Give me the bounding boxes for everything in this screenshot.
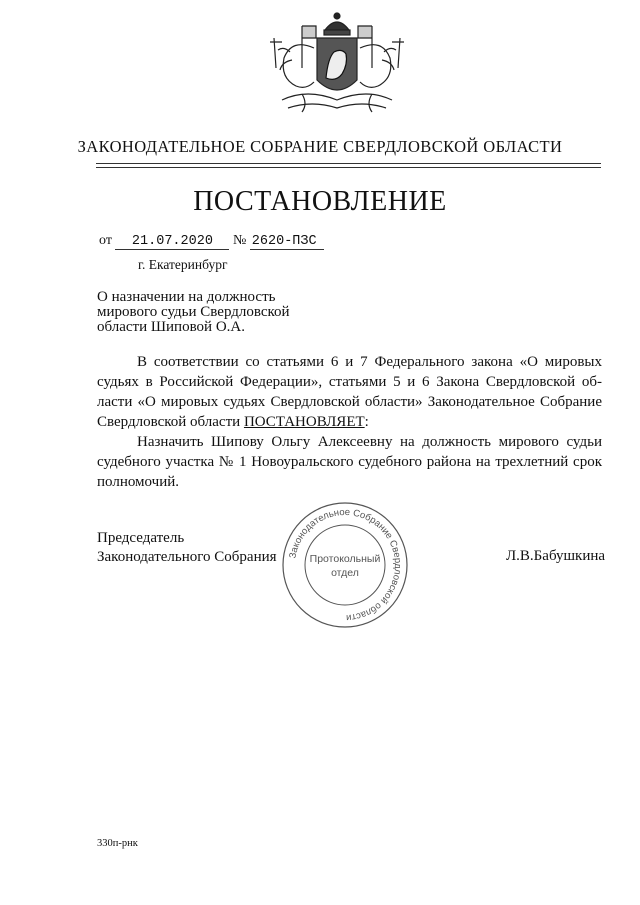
paragraph-line: ласти «О мировых судьях Свердловской области» Законодательное Собрание	[97, 394, 602, 410]
stamp-inner-line: Протокольный	[309, 553, 381, 565]
official-stamp	[280, 500, 410, 630]
stamp-ring-text: Законодательное Собрание Свердловской области	[287, 506, 404, 624]
document-subject	[97, 290, 290, 335]
paragraph-line-final	[97, 412, 602, 432]
subject-line: мирового судьи Свердловской	[97, 304, 290, 320]
paragraph-line: судьях в Российской Федерации», статьями 5 и 6 Закона Свердловской об-	[97, 374, 602, 390]
number-prefix: №	[232, 233, 247, 248]
decree-punct: :	[364, 414, 369, 430]
coat-of-arms-emblem	[262, 8, 412, 120]
signatory-name: Л.В.Бабушкина	[506, 548, 606, 564]
paragraph-line: Назначить Шипову Ольгу Алексеевну на должность мирового судьи	[137, 434, 602, 450]
subject-line: области Шиповой О.А.	[97, 319, 246, 335]
paragraph-line: полномочий.	[97, 474, 180, 490]
header-divider-thin	[96, 163, 601, 164]
document-number: 2620-ПЗС	[250, 234, 324, 250]
date-prefix: от	[99, 233, 112, 248]
subject-line: О назначении на должность	[97, 289, 276, 305]
decree-word: ПОСТАНОВЛЯЕТ	[243, 414, 365, 430]
stamp-outer-ring	[283, 503, 407, 627]
signatory-title-line: Законодательного Собрания	[97, 549, 277, 565]
paragraph-line-text: Свердловской области	[97, 414, 241, 430]
document-date: 21.07.2020	[115, 234, 229, 250]
stamp-inner-line: отдел	[331, 567, 359, 579]
organization-name: ЗАКОНОДАТЕЛЬНОЕ СОБРАНИЕ СВЕРДЛОВСКОЙ ОБЛАСТИ	[77, 137, 563, 156]
header-divider-thick	[96, 167, 601, 168]
paragraph-line: судебного участка № 1 Новоуральского судебного района на трехлетний срок	[97, 454, 602, 470]
registration-line	[99, 233, 324, 250]
footer-code: 330п-рнк	[97, 838, 138, 849]
signatory-title	[97, 529, 277, 567]
document-type-title: ПОСТАНОВЛЕНИЕ	[193, 186, 447, 217]
signatory-title-line: Председатель	[97, 530, 185, 546]
resolution-paragraph	[97, 432, 602, 492]
preamble-paragraph	[97, 352, 602, 432]
city-of-issue: г. Екатеринбург	[138, 257, 228, 272]
stamp-inner-ring	[305, 525, 385, 605]
paragraph-line: В соответствии со статьями 6 и 7 Федерального закона «О мировых	[137, 354, 602, 370]
